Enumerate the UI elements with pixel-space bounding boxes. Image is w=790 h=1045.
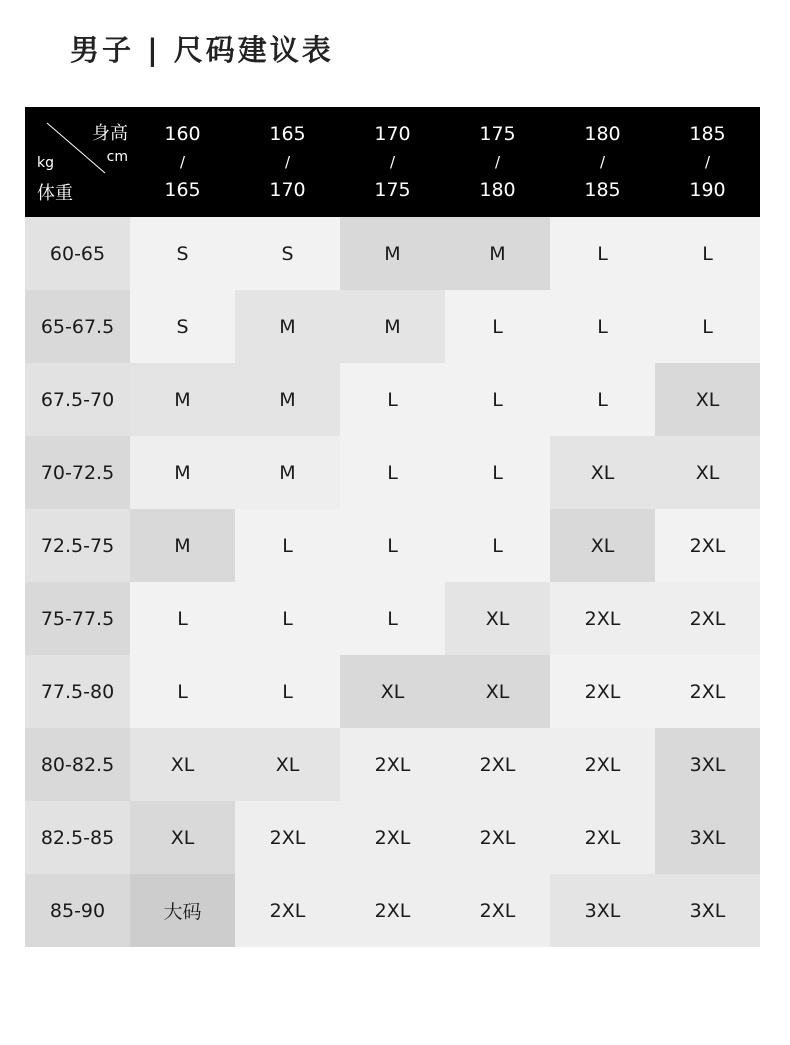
height-sep: /: [179, 153, 186, 171]
size-cell: L: [550, 290, 655, 363]
size-cell: L: [340, 582, 445, 655]
size-cell: 2XL: [655, 655, 760, 728]
size-cell: M: [130, 509, 235, 582]
size-cell: 2XL: [550, 728, 655, 801]
table-row: [25, 363, 760, 436]
height-to: 170: [269, 179, 306, 201]
weight-cell: 80-82.5: [25, 728, 130, 801]
size-cell: 2XL: [235, 874, 340, 947]
size-cell: L: [445, 363, 550, 436]
size-cell: 2XL: [655, 509, 760, 582]
size-cell: L: [340, 509, 445, 582]
size-cell: M: [130, 363, 235, 436]
weight-cell: 77.5-80: [25, 655, 130, 728]
size-cell: S: [130, 290, 235, 363]
height-unit: cm: [106, 149, 128, 165]
size-cell: L: [445, 509, 550, 582]
height-to: 190: [689, 179, 726, 201]
size-cell: M: [130, 436, 235, 509]
size-cell: XL: [550, 436, 655, 509]
height-from: 170: [374, 123, 411, 145]
size-cell: M: [445, 217, 550, 290]
size-cell: XL: [130, 728, 235, 801]
table-row: [25, 217, 760, 290]
height-from: 160: [164, 123, 201, 145]
page-title: 男子 | 尺码建议表: [70, 33, 334, 67]
height-header: [445, 107, 550, 217]
size-cell: M: [235, 436, 340, 509]
size-cell: XL: [445, 582, 550, 655]
size-cell: 2XL: [445, 728, 550, 801]
weight-cell: 70-72.5: [25, 436, 130, 509]
weight-cell: 72.5-75: [25, 509, 130, 582]
size-cell: L: [550, 363, 655, 436]
table-row: [25, 582, 760, 655]
size-cell: 3XL: [655, 801, 760, 874]
size-cell: XL: [655, 363, 760, 436]
size-cell: L: [130, 655, 235, 728]
table-row: [25, 728, 760, 801]
size-cell: XL: [130, 801, 235, 874]
size-cell: L: [655, 290, 760, 363]
size-cell: L: [445, 436, 550, 509]
size-cell: S: [235, 217, 340, 290]
size-cell: M: [235, 290, 340, 363]
size-cell: L: [235, 582, 340, 655]
height-header: [550, 107, 655, 217]
size-cell: M: [235, 363, 340, 436]
weight-cell: 85-90: [25, 874, 130, 947]
size-cell: XL: [550, 509, 655, 582]
height-from: 185: [689, 123, 726, 145]
weight-cell: 60-65: [25, 217, 130, 290]
size-cell: XL: [655, 436, 760, 509]
size-cell: M: [340, 217, 445, 290]
header-row: [25, 107, 760, 217]
size-cell: XL: [445, 655, 550, 728]
height-header: [655, 107, 760, 217]
table-row: [25, 509, 760, 582]
size-cell: L: [340, 436, 445, 509]
weight-cell: 82.5-85: [25, 801, 130, 874]
weight-cell: 75-77.5: [25, 582, 130, 655]
height-label: 身高: [92, 123, 128, 144]
size-cell: L: [340, 363, 445, 436]
size-cell: L: [655, 217, 760, 290]
size-cell: 2XL: [445, 801, 550, 874]
height-sep: /: [389, 153, 396, 171]
size-cell: 2XL: [550, 801, 655, 874]
size-cell: 2XL: [550, 582, 655, 655]
size-cell: 2XL: [340, 801, 445, 874]
height-from: 180: [584, 123, 621, 145]
height-sep: /: [599, 153, 606, 171]
size-cell: L: [130, 582, 235, 655]
height-sep: /: [284, 153, 291, 171]
height-sep: /: [704, 153, 711, 171]
height-to: 180: [479, 179, 516, 201]
size-cell: L: [235, 509, 340, 582]
height-from: 175: [479, 123, 516, 145]
height-to: 175: [374, 179, 411, 201]
size-cell: 大码: [130, 874, 235, 947]
size-cell: 2XL: [445, 874, 550, 947]
weight-cell: 67.5-70: [25, 363, 130, 436]
size-cell: 2XL: [550, 655, 655, 728]
size-cell: XL: [340, 655, 445, 728]
table-row: [25, 874, 760, 947]
size-cell: L: [235, 655, 340, 728]
size-cell: 3XL: [655, 874, 760, 947]
size-cell: 2XL: [340, 874, 445, 947]
table-row: [25, 655, 760, 728]
size-cell: 3XL: [655, 728, 760, 801]
height-to: 185: [584, 179, 621, 201]
size-cell: L: [445, 290, 550, 363]
height-header: [130, 107, 235, 217]
size-cell: 2XL: [340, 728, 445, 801]
size-cell: 2XL: [235, 801, 340, 874]
weight-cell: 65-67.5: [25, 290, 130, 363]
size-chart-table: [25, 107, 760, 947]
size-cell: 3XL: [550, 874, 655, 947]
height-header: [235, 107, 340, 217]
weight-label: 体重: [37, 183, 73, 204]
size-cell: L: [550, 217, 655, 290]
height-from: 165: [269, 123, 306, 145]
corner-cell: [25, 107, 130, 217]
size-cell: 2XL: [655, 582, 760, 655]
size-cell: M: [340, 290, 445, 363]
size-cell: XL: [235, 728, 340, 801]
weight-unit: kg: [37, 155, 54, 171]
height-header: [340, 107, 445, 217]
table-row: [25, 290, 760, 363]
height-sep: /: [494, 153, 501, 171]
table-row: [25, 801, 760, 874]
size-cell: S: [130, 217, 235, 290]
height-to: 165: [164, 179, 201, 201]
table-row: [25, 436, 760, 509]
